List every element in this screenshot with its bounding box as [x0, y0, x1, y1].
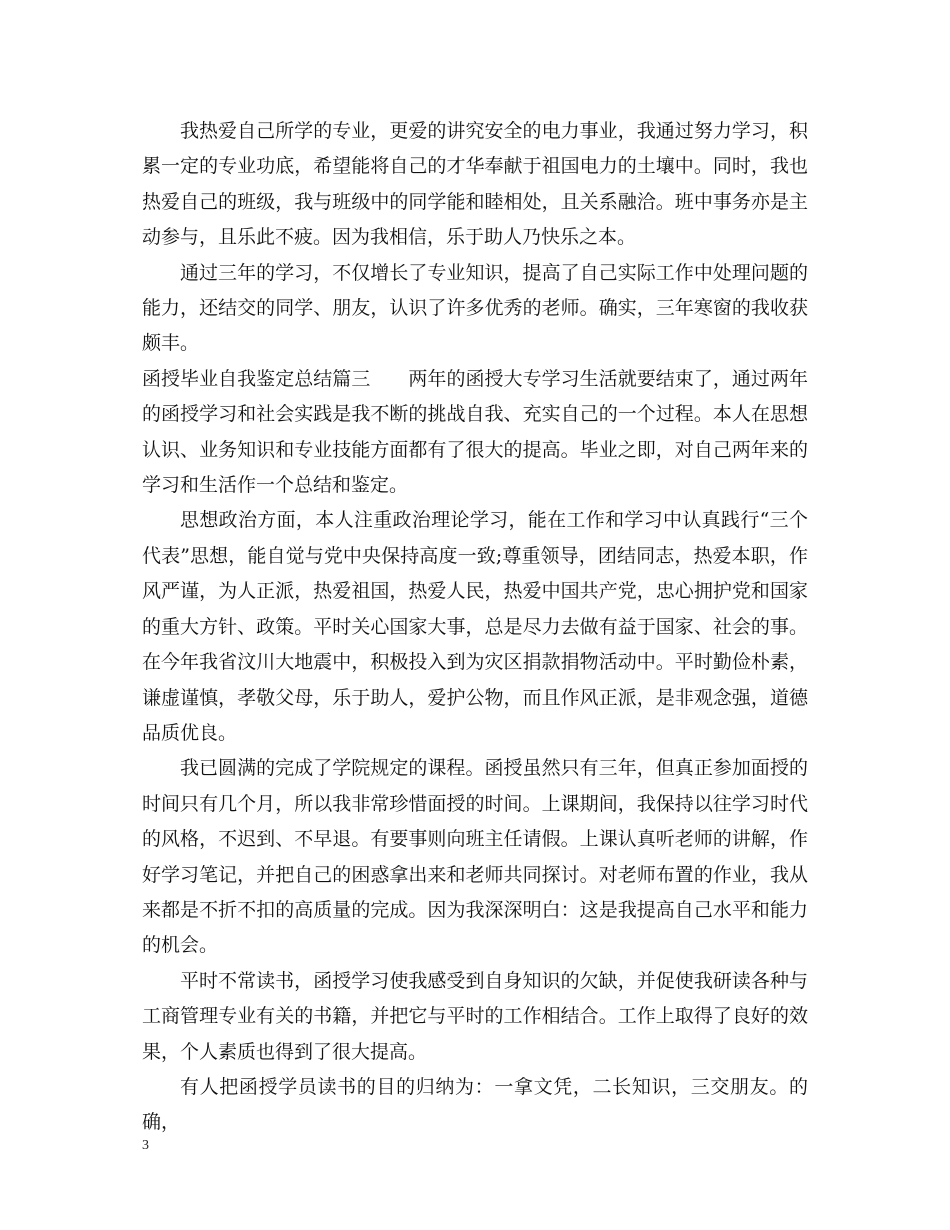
paragraph-politics: 思想政治方面，本人注重政治理论学习，能在工作和学习中认真践行“三个代表”思想，能自觉与党中央保持高度一致;尊重领导，团结同志，热爱本职，作风严谨，为人正派，热爱祖国，热爱人民，热爱中国共产党，忠心拥护党和国家的重大方针、政策。平时关心国家大事，总是尽力去做有益于国家、社会的事。在今年我省汶川大地震中，积极投入到为灾区捐款捐物活动中。平时勤俭朴素，谦虚谨慎，孝敬父母，乐于助人，爱护公物，而且作风正派，是非观念强，道德品质优良。 [142, 509, 808, 744]
paragraph-courses: 我已圆满的完成了学院规定的课程。函授虽然只有三年，但真正参加面授的时间只有几个月，所以我非常珍惜面授的时间。上课期间，我保持以往学习时代的风格，不迟到、不早退。有要事则向班主任请假。上课认真听老师的讲解，作好学习笔记，并把自己的困惑拿出来和老师共同探讨。对老师布置的作业，我从来都是不折不扣的高质量的完成。因为我深深明白：这是我提高自己水平和能力的机会。 [142, 757, 808, 957]
section-lead: 两年的函授大专学习生活就要结束了，通过两年的函授学习和社会实践是我不断的挑战自我、充实自己的一个过程。本人在思想认识、业务知识和专业技能方面都有了很大的提高。毕业之即，对自己两年来的学习和生活作一个总结和鉴定。 [142, 367, 808, 497]
paragraph-reading: 平时不常读书，函授学习使我感受到自身知识的欠缺，并促使我研读各种与工商管理专业有关的书籍，并把它与平时的工作相结合。工作上取得了良好的效果，个人素质也得到了很大提高。 [142, 969, 808, 1063]
paragraph-2: 通过三年的学习，不仅增长了专业知识，提高了自己实际工作中处理问题的能力，还结交的同学、朋友，认识了许多优秀的老师。确实，三年寒窗的我收获颇丰。 [142, 261, 808, 355]
paragraph-purpose: 有人把函授学员读书的目的归纳为：一拿文凭，二长知识，三交朋友。的确， [142, 1075, 808, 1134]
section-paragraph [142, 362, 808, 504]
paragraph-1: 我热爱自己所学的专业，更爱的讲究安全的电力事业，我通过努力学习，积累一定的专业功底，希望能将自己的才华奉献于祖国电力的土壤中。同时，我也热爱自己的班级，我与班级中的同学能和睦相处，且关系融洽。班中事务亦是主动参与，且乐此不疲。因为我相信，乐于助人乃快乐之本。 [142, 120, 808, 249]
page-number: 3 [142, 1138, 149, 1153]
section-title: 函授毕业自我鉴定总结篇三 [142, 367, 371, 390]
document-body [142, 114, 808, 1141]
